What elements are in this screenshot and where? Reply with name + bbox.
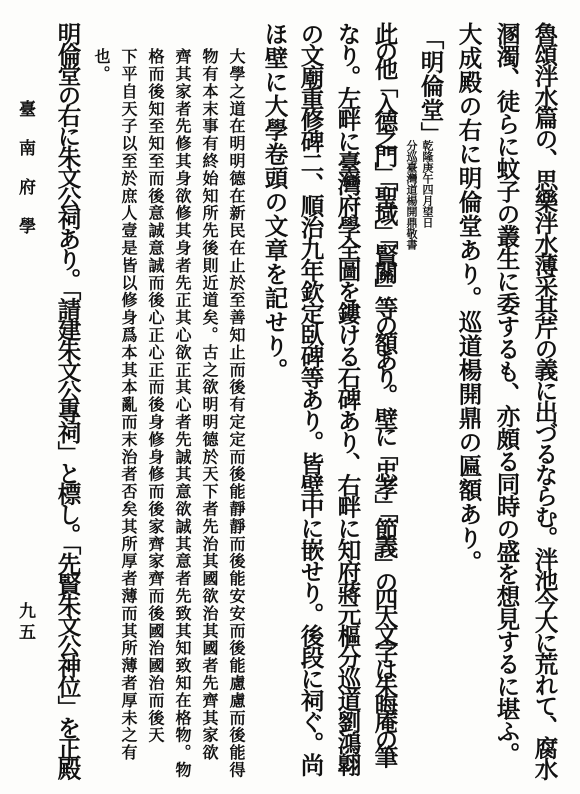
body-column-7: ほ壁に大學卷頭の文章を記せり。 [260,22,289,382]
body-column-4: 此の他「入德之門」「聖域」「賢關」等の額あり。 壁に「忠孝」「節義」の四大文字は朱晦庵の筆 [370,22,399,763]
quote-column-6: 也。 [92,48,111,83]
quote-column-4: 格而後知至知至而後意誠意誠而後心正心正而後身修身修而後家齊家齊而後國治國治而後天 [146,48,165,744]
running-header: 臺南府學 [15,100,35,256]
body-column-8: 明倫堂の右に朱文公祠あり。「請建朱文公專祠」と標し。「先賢朱文公神位」を正殿 [53,22,82,778]
plaque-title: 「明倫堂」 [416,26,445,146]
body-column-2: 溷濁、徒らに蚊子の叢生に委するも、亦頗る同時の盛を想見するに堪ふ。 [492,22,521,765]
plaque-inscription-left: 乾隆庚午四月望日 [421,140,434,228]
body-column-1: 魯頌泮水篇の、思樂泮水薄采其芹の義に出づるならむ。泮池今大に荒れて、腐水 [530,22,559,778]
page-number: 九五 [15,602,35,644]
quote-column-3: 齊其家者先修其身欲修其身者先正其心欲正其心者先誠其意欲誠其意者先致其知致知在格物。物 [173,48,192,779]
plaque-inscription-right: 分巡臺灣道楊開鼎敬書 [405,140,418,250]
body-column-3: 大成殿の右に明倫堂あり。巡道楊開鼎の匾額あり。 [454,22,483,574]
quote-column-2: 物有本末事有終始知所先後則近道矣。古之欲明明德於天下者先治其國欲治其國者先齊其家欲 [200,48,219,762]
quote-column-5: 下平自天子以至於庶人壹是皆以修身爲本其本亂而末治者否矣其所厚者薄而其所薄者厚未之有 [119,48,138,762]
body-column-5: なり。左畔に臺灣府學全圖を鏤ける石碑あり、右畔に知府蔣元樞分巡道劉鴻翺 [333,22,362,775]
quote-column-1: 大學之道在明明德在新民在止於至善知止而後有定定而後能靜靜而後能安安而後能慮慮而後能得 [227,48,246,779]
body-column-6: の文廟重修碑二、順治九年欽定臥碑等あり。皆壁中に嵌せり。後段に祠ぐ。尚 [296,22,325,775]
